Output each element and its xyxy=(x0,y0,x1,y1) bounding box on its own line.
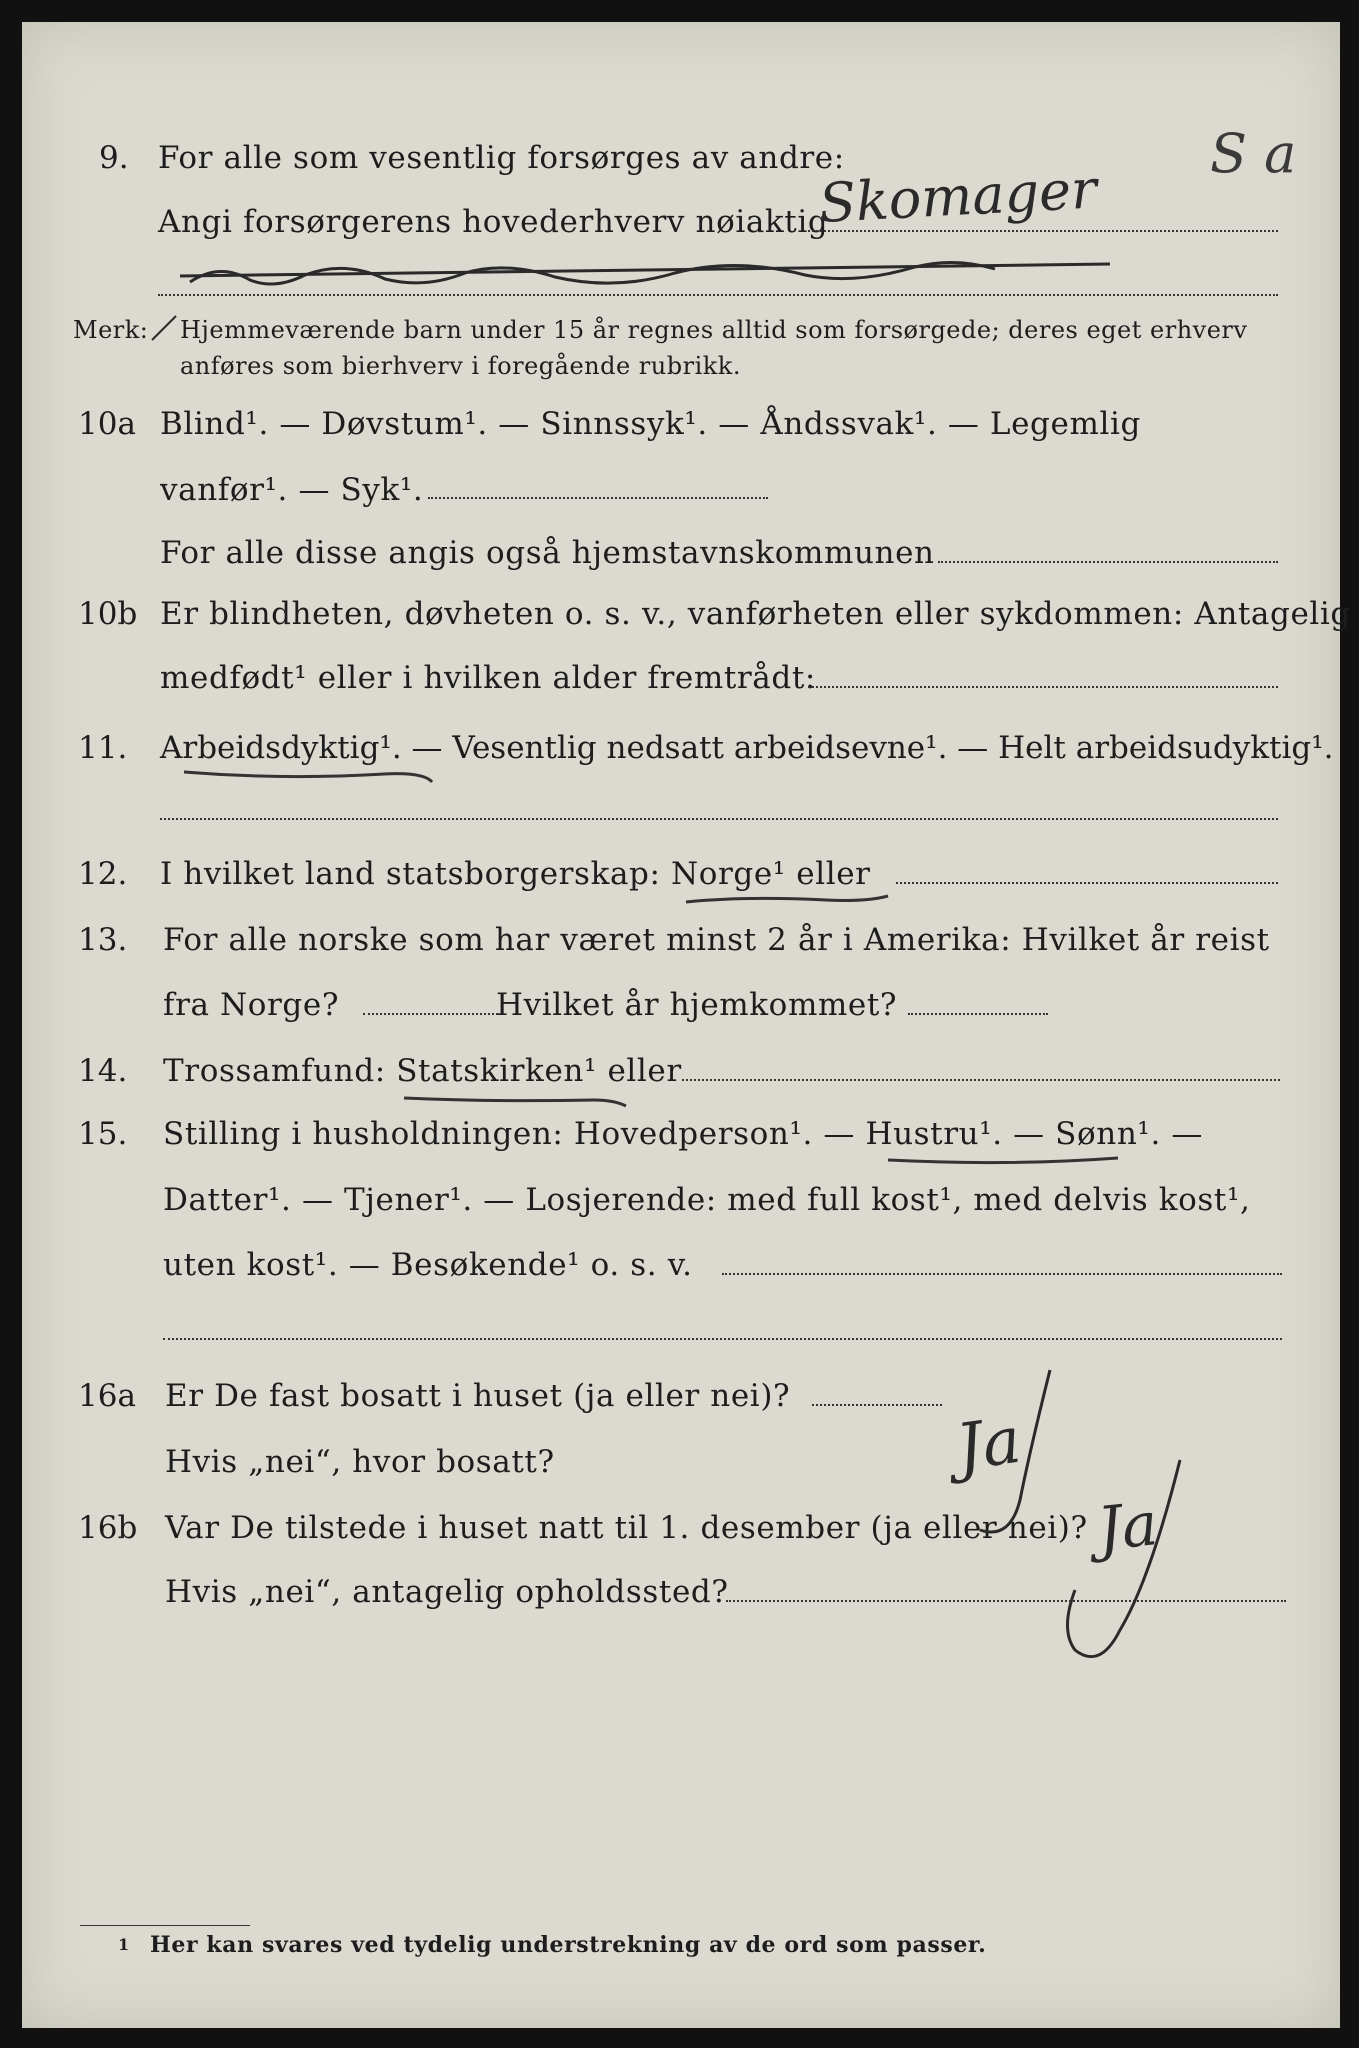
q14-number: 14. xyxy=(78,1053,128,1089)
q11-number: 11. xyxy=(78,730,128,766)
q10a-line3-fill xyxy=(938,561,1278,563)
q15-line1: Stilling i husholdningen: Hovedperson¹. — Hustru¹. — Sønn¹. — xyxy=(163,1116,1203,1152)
q15-continuation-line xyxy=(163,1338,1282,1340)
q12-number: 12. xyxy=(78,856,128,892)
q16b-line1: Var De tilstede i huset natt til 1. desember (ja eller nei)? xyxy=(165,1510,1088,1546)
q16b-number: 16b xyxy=(78,1510,138,1546)
q13-number: 13. xyxy=(78,922,128,958)
merk-line2: anføres som bierhverv i foregående rubrikk. xyxy=(180,352,741,380)
q13-line1: For alle norske som har været minst 2 år i Amerika: Hvilket år reist xyxy=(163,922,1270,958)
q10b-line2: medfødt¹ eller i hvilken alder fremtrådt: xyxy=(160,660,816,696)
q14-line1: Trossamfund: Statskirken¹ eller xyxy=(163,1053,682,1089)
q12-line1: I hvilket land statsborgerskap: Norge¹ eller xyxy=(160,856,871,892)
q9-margin-note: S a xyxy=(1210,122,1297,185)
q9-line1: For alle som vesentlig forsørges av andre: xyxy=(158,140,845,176)
footnote-mark: 1 xyxy=(118,1935,130,1954)
q10b-line1: Er blindheten, døvheten o. s. v., vanførheten eller sykdommen: Antagelig xyxy=(160,596,1351,632)
footnote-text: Her kan svares ved tydelig understrekning av de ord som passer. xyxy=(150,1932,987,1958)
q15-number: 15. xyxy=(78,1116,128,1152)
footnote-rule xyxy=(80,1925,250,1926)
merk-line1: Hjemmeværende barn under 15 år regnes alltid som forsørgede; deres eget erhverv xyxy=(180,316,1248,344)
q15-line3: uten kost¹. — Besøkende¹ o. s. v. xyxy=(163,1247,693,1283)
q10a-line3: For alle disse angis også hjemstavnskommunen xyxy=(160,535,935,571)
q9-line2: Angi forsørgerens hovederhverv nøiaktig xyxy=(158,204,829,240)
q10a-line1: Blind¹. — Døvstum¹. — Sinnssyk¹. — Åndssvak¹. — Legemlig xyxy=(160,406,1141,442)
q16b-handwritten-answer: Ja xyxy=(1094,1489,1162,1565)
q10a-line2-fill xyxy=(428,497,768,499)
merk-label: Merk: xyxy=(73,316,149,344)
q12-answer-line xyxy=(896,882,1278,884)
q16a-line1: Er De fast bosatt i huset (ja eller nei)? xyxy=(165,1378,791,1414)
q10a-line2: vanfør¹. — Syk¹. xyxy=(160,472,424,508)
q11-line1: Arbeidsdyktig¹. — Vesentlig nedsatt arbeidsevne¹. — Helt arbeidsudyktig¹. xyxy=(160,730,1334,766)
q9-answer-line xyxy=(808,230,1278,232)
q16a-handwritten-answer: Ja xyxy=(951,1403,1026,1486)
q9-continuation-line xyxy=(158,294,1278,296)
q16a-line2: Hvis „nei“, hvor bosatt? xyxy=(165,1444,555,1480)
q10a-number: 10a xyxy=(78,406,136,442)
q16b-line2: Hvis „nei“, antagelig opholdssted? xyxy=(165,1574,729,1610)
q9-number: 9. xyxy=(99,140,129,176)
q13-line2a: fra Norge? xyxy=(163,987,340,1023)
q13-line2b: Hvilket år hjemkommet? xyxy=(496,987,898,1023)
q14-answer-line xyxy=(682,1079,1280,1081)
q13-reist-fill xyxy=(363,1013,498,1015)
q15-line3-fill xyxy=(722,1273,1282,1275)
q16a-number: 16a xyxy=(78,1378,136,1414)
q16b-line2-fill xyxy=(726,1600,1286,1602)
q15-line2: Datter¹. — Tjener¹. — Losjerende: med full kost¹, med delvis kost¹, xyxy=(163,1182,1251,1218)
q16a-line1-fill xyxy=(812,1404,942,1406)
q10b-number: 10b xyxy=(78,596,138,632)
q11-answer-line xyxy=(160,818,1278,820)
q10b-line2-fill xyxy=(808,686,1278,688)
q13-hjemkommet-fill xyxy=(908,1013,1048,1015)
q9-handwritten-answer: Skomager xyxy=(817,157,1099,235)
